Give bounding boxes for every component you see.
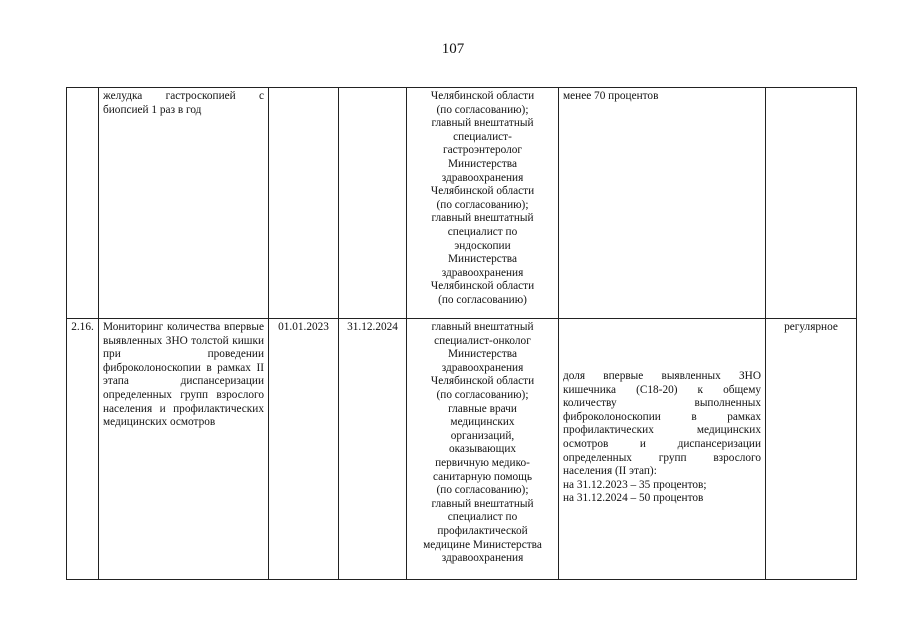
responsible-line: первичную медико- xyxy=(435,456,530,469)
indicator-cell xyxy=(559,88,766,319)
item-number-cell xyxy=(67,88,99,319)
table-row xyxy=(67,88,857,319)
responsible-line: специалист по xyxy=(447,225,518,238)
responsible-line: Челябинской области xyxy=(430,375,535,388)
responsible-line: (по согласованию); xyxy=(436,484,529,497)
responsible-line: Министерства xyxy=(448,253,517,266)
indicator-text: менее 70 процентов xyxy=(563,90,659,102)
responsible-line: (по согласованию); xyxy=(436,103,529,116)
responsible-line: главный внештатный xyxy=(431,212,534,225)
responsible-line: здравоохранения xyxy=(441,552,524,565)
responsible-line: специалист-онколог xyxy=(434,334,531,347)
indicator-cell xyxy=(559,319,766,580)
end-date-cell xyxy=(339,88,407,319)
event-cell xyxy=(99,88,269,319)
responsible-line: главный внештатный xyxy=(431,497,534,510)
responsible-line: здравоохранения xyxy=(441,171,524,184)
event-cell xyxy=(99,319,269,580)
responsible-line: профилактической xyxy=(437,524,528,537)
responsible-cell xyxy=(407,88,559,319)
responsible-line: медицинских xyxy=(450,416,515,429)
event-text: желудка гастроскопией с биопсией 1 раз в год xyxy=(103,90,264,116)
responsible-line: организаций, xyxy=(450,429,515,442)
table-row xyxy=(67,319,857,580)
responsible-line: (по согласованию) xyxy=(438,293,527,306)
start-date-cell xyxy=(269,88,339,319)
measures-table xyxy=(66,87,857,580)
responsible-line: главный внештатный xyxy=(431,117,534,130)
responsible-line: Челябинской области xyxy=(430,90,535,102)
responsible-line: эндоскопии xyxy=(454,239,511,252)
responsible-line: здравоохранения xyxy=(441,361,524,374)
responsible-line: (по согласованию); xyxy=(436,388,529,401)
responsible-line: специалист по xyxy=(447,511,518,524)
indicator-text: доля впервые выявленных ЗНО кишечника (С18-20) к общему количеству выполненных фиброколоноскопии в рамках профилактических медицинских осмотров и диспансеризации определенных групп взрослого населения (II этап): xyxy=(563,370,761,478)
responsible-cell xyxy=(407,319,559,580)
responsible-line: Министерства xyxy=(448,157,517,170)
indicator-target-line: на 31.12.2023 – 35 процентов; xyxy=(563,478,707,491)
periodicity-cell: регулярное xyxy=(766,319,857,580)
responsible-line: оказывающих xyxy=(448,443,517,456)
indicator-target-line: на 31.12.2024 – 50 процентов xyxy=(563,492,704,505)
responsible-line: гастроэнтеролог xyxy=(442,144,523,157)
responsible-line: главные врачи xyxy=(448,402,517,415)
responsible-line: здравоохранения xyxy=(441,266,524,279)
item-number-cell: 2.16. xyxy=(67,319,99,580)
responsible-line: главный внештатный xyxy=(431,321,534,333)
end-date-cell: 31.12.2024 xyxy=(339,319,407,580)
responsible-line: Министерства xyxy=(448,348,517,361)
responsible-line: специалист- xyxy=(453,130,512,143)
start-date-cell: 01.01.2023 xyxy=(269,319,339,580)
responsible-line: Челябинской области xyxy=(430,185,535,198)
responsible-line: санитарную помощь xyxy=(432,470,533,483)
responsible-line: медицине Министерства xyxy=(423,538,542,551)
event-text: Мониторинг количества впервые выявленных ЗНО толстой кишки при проведении фиброколоноскопии в рамках II этапа диспансеризации определенных групп взрослого населения и профилактических медицинских осмотров xyxy=(103,321,264,429)
page-number: 107 xyxy=(441,41,465,57)
periodicity-cell xyxy=(766,88,857,319)
responsible-line: (по согласованию); xyxy=(436,198,529,211)
responsible-line: Челябинской области xyxy=(430,280,535,293)
